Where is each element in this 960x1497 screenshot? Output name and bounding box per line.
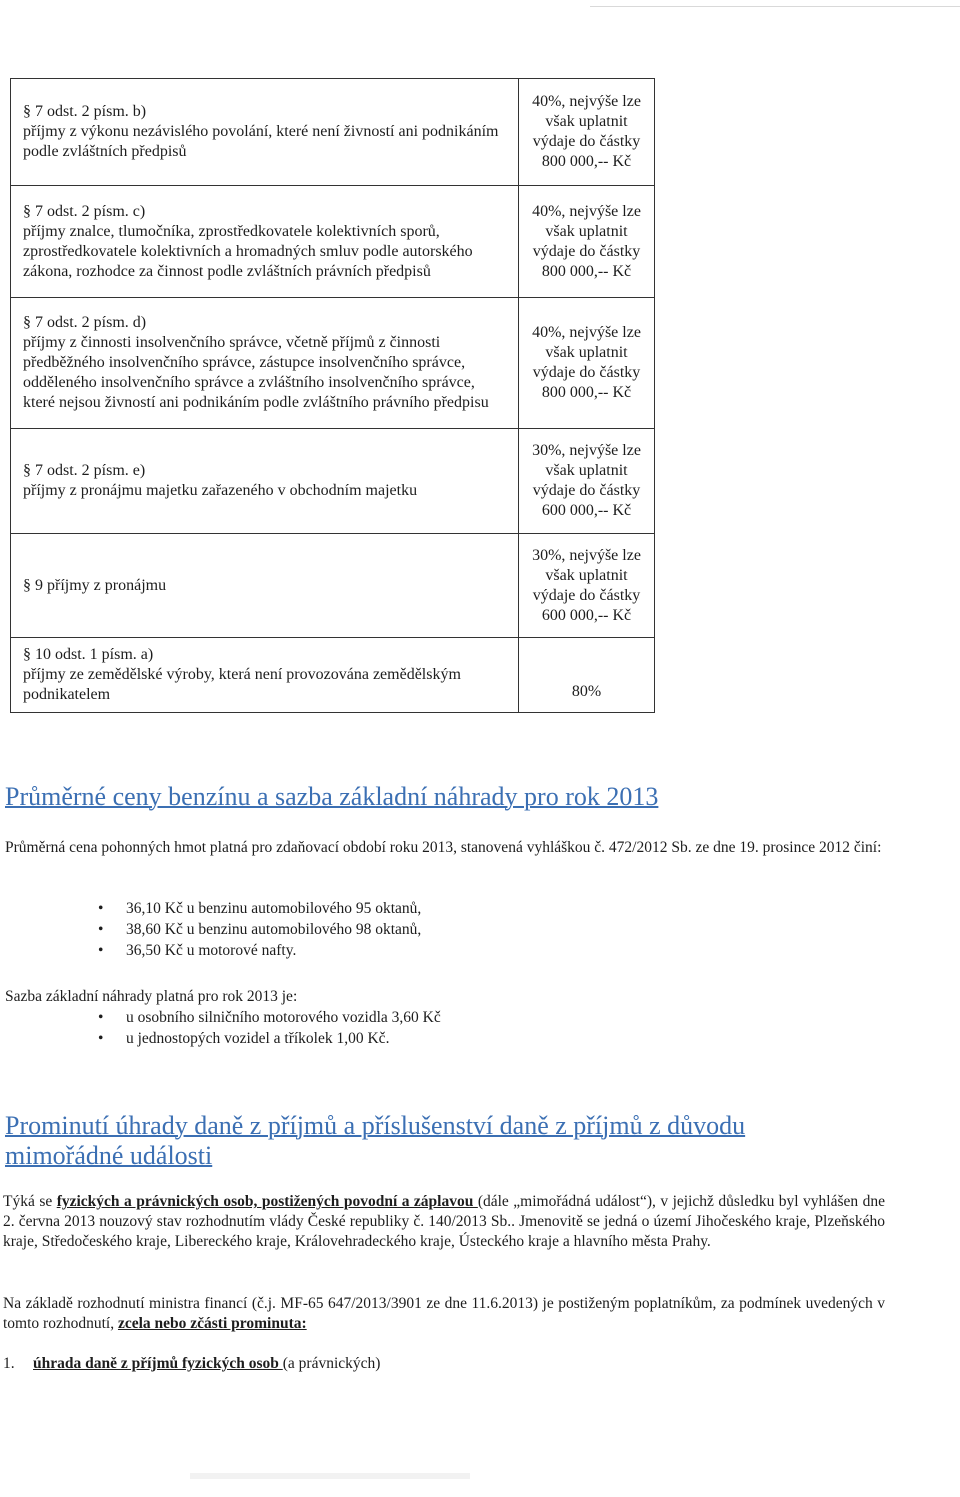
rate-line: výdaje do částky — [532, 586, 641, 604]
rate-line: 40%, nejvýše lze — [532, 202, 641, 220]
table-cell-right — [519, 534, 655, 638]
row-ref: § 7 odst. 2 písm. c) — [23, 202, 146, 220]
table-cell-right — [519, 298, 655, 429]
table-row — [11, 186, 655, 298]
table-cell-left — [11, 186, 519, 298]
remitted-emphasis: zcela nebo zčásti prominuta: — [117, 1315, 307, 1332]
remission-paragraph-2 — [3, 1294, 885, 1334]
row-desc: příjmy ze zemědělské výroby, která není provozována zemědělským podnikatelem — [23, 666, 461, 703]
row-desc: příjmy z činnosti insolvenčního správce, včetně příjmů z činnosti předběžného insolvenčního správce, zástupce insolvenčního správce, odděleného insolvenčního správce a zvláštního insolvenčního správce, které nejsou živností ani podnikáním podle zvláštního právního předpisu — [23, 334, 489, 411]
rate-line: však uplatnit — [545, 462, 628, 479]
section-heading-fuel: Průměrné ceny benzínu a sazba základní náhrady pro rok 2013 — [5, 782, 659, 811]
rate-line: 30%, nejvýše lze — [532, 442, 641, 459]
affected-persons-emphasis: fyzických a právnických osob, postižených povodní a záplavou — [56, 1193, 478, 1210]
rate-line: 40%, nejvýše lze — [532, 93, 641, 110]
table-cell-left — [11, 298, 519, 429]
fuel-intro: Průměrná cena pohonných hmot platná pro zdaňovací období roku 2013, stanovená vyhláškou č. 472/2012 Sb. ze dne 19. prosince 2012 činí: — [5, 839, 882, 856]
table-cell-right — [519, 79, 655, 186]
table-row — [11, 298, 655, 429]
section-heading-remission — [5, 1111, 745, 1171]
list-item: • 36,50 Kč u motorové nafty. — [98, 940, 421, 961]
rate-line: výdaje do částky — [532, 242, 641, 260]
table-row — [11, 638, 655, 713]
rate-line: 800 000,-- Kč — [541, 384, 632, 401]
rate-line: výdaje do částky — [532, 364, 641, 381]
row-desc: příjmy z výkonu nezávislého povolání, které není živností ani podnikáním podle zvláštních předpisů — [23, 123, 499, 160]
row-ref: § 10 odst. 1 písm. a) — [23, 646, 154, 663]
row-ref: § 7 odst. 2 písm. b) — [23, 103, 147, 120]
table-row — [11, 534, 655, 638]
table-cell-left — [11, 534, 519, 638]
row-ref: § 7 odst. 2 písm. d) — [23, 314, 147, 331]
expense-rates-table — [10, 78, 655, 713]
table-cell-left — [11, 638, 519, 713]
heading-line: Prominutí úhrady daně z příjmů a příslušenství daně z příjmů z důvodu — [5, 1111, 746, 1140]
row-ref: § 7 odst. 2 písm. e) — [23, 462, 146, 479]
list-item: • 36,10 Kč u benzinu automobilového 95 oktanů, — [98, 898, 421, 919]
text-run: (dále „mimořádná událost“), v jejichž důsledku byl vyhlášen dne 2. června 2013 nouzový stav rozhodnutím vlády České republiky č. 140/2013 Sb.. Jmenovitě se jedná o území Jihočeského kraje, Plzeňského kraje, Středočeského kraje, Libereckého kraje, Královehradeckého kraje, Ústeckého kraje a hlavního města Prahy. — [3, 1193, 885, 1250]
rate-line: 800 000,-- Kč — [541, 153, 632, 170]
rate-line: však uplatnit — [545, 566, 628, 584]
rate-line: výdaje do částky — [532, 133, 641, 150]
rate-list — [98, 1007, 441, 1049]
scan-smudge — [190, 1473, 470, 1479]
remission-item-1 — [3, 1354, 380, 1374]
list-item: • 38,60 Kč u benzinu automobilového 98 oktanů, — [98, 919, 421, 940]
table-cell-right — [519, 638, 655, 713]
row-ref: § 9 příjmy z pronájmu — [23, 576, 167, 594]
text-run: Týká se — [3, 1193, 57, 1210]
table-cell-left — [11, 79, 519, 186]
rate-line: však uplatnit — [545, 344, 628, 361]
top-rule — [590, 6, 960, 7]
table-row — [11, 79, 655, 186]
item-emphasis: úhrada daně z příjmů fyzických osob — [33, 1355, 283, 1372]
item-number: 1. — [3, 1355, 15, 1372]
rate-line: výdaje do částky — [532, 482, 641, 499]
table-cell-left — [11, 429, 519, 534]
text-run: Na základě rozhodnutí ministra financí (č.j. MF-65 647/2013/3901 ze dne 11.6.2013) je postiženým poplatníkům, za podmínek uvedených v tomto rozhodnutí, — [3, 1295, 885, 1332]
rate-line: 600 000,-- Kč — [541, 502, 632, 519]
rate-line: 600 000,-- Kč — [541, 606, 632, 624]
table-row — [11, 429, 655, 534]
rate-intro: Sazba základní náhrady platná pro rok 2013 je: — [5, 988, 298, 1005]
table-cell-right — [519, 429, 655, 534]
fuel-price-list — [98, 898, 421, 961]
rate-line: 30%, nejvýše lze — [532, 546, 641, 564]
rate-line: 800 000,-- Kč — [541, 262, 632, 280]
heading-line: mimořádné události — [5, 1141, 213, 1170]
rate-line: však uplatnit — [545, 222, 628, 240]
rate-line: však uplatnit — [545, 113, 628, 130]
list-item: • u jednostopých vozidel a tříkolek 1,00 Kč. — [98, 1028, 441, 1049]
row-desc: příjmy znalce, tlumočníka, zprostředkovatele kolektivních sporů, zprostředkovatele kolektivních a hromadných smluv podle autorského zákona, rozhodce za činnost podle zvláštních právních předpisů — [23, 222, 473, 280]
table-cell-right — [519, 186, 655, 298]
list-item: • u osobního silničního motorového vozidla 3,60 Kč — [98, 1007, 441, 1028]
rate-line: 40%, nejvýše lze — [532, 324, 641, 341]
rate-line: 80% — [571, 683, 602, 700]
text-run: (a právnických) — [282, 1355, 381, 1372]
row-desc: příjmy z pronájmu majetku zařazeného v obchodním majetku — [23, 482, 418, 499]
remission-paragraph-1 — [3, 1192, 885, 1252]
